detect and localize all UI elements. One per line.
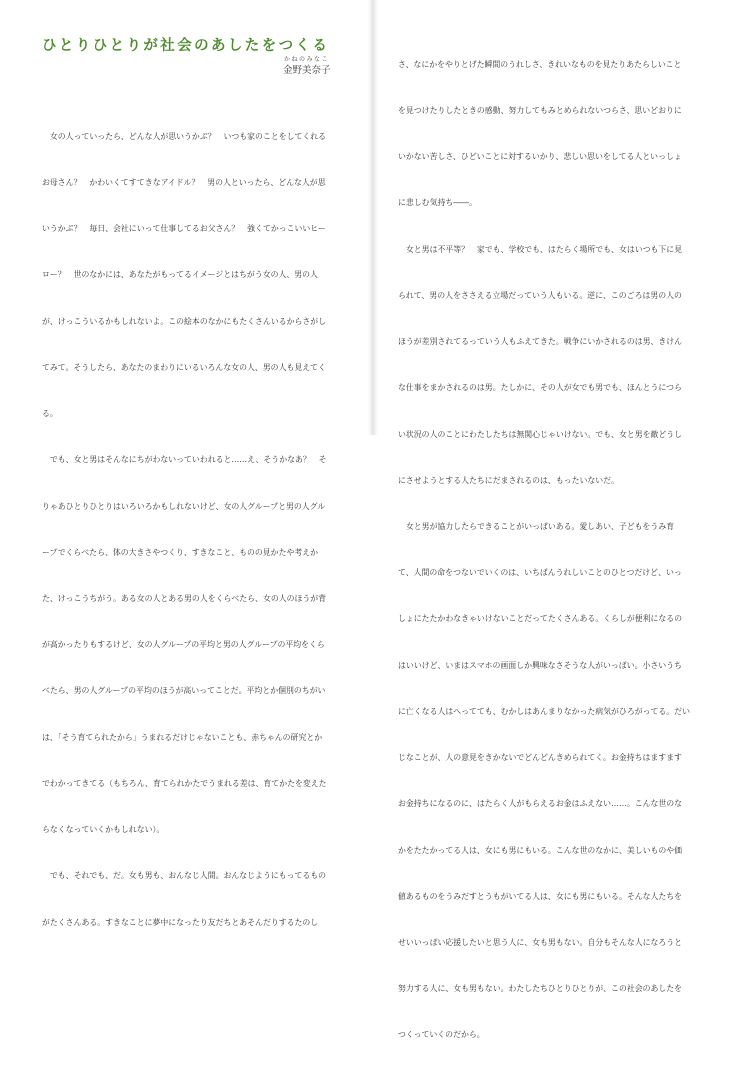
text-line: いかない苦しさ、ひどいことに対するいかり、悲しい思いをしてる人といっしょ	[398, 152, 682, 162]
text-line: ほうが差別されてるっていう人もふえてきた。戦争にいかされるのは男、きけん	[398, 337, 683, 347]
text-line: な仕事をまかされるのは男。たしかに、その人が女でも男でも、ほんとうにつら	[398, 383, 682, 393]
text-line: た、けっこうちがう。ある女の人とある男の人をくらべたら、女の人のほうが背	[42, 594, 327, 603]
text-line: にさせようとする人たちにだまされるのは、もったいないだ。	[398, 475, 619, 485]
text-line: に亡くなる人はへってても、むかしはあんまりなかった病気がひろがってる。だい	[398, 706, 690, 716]
text-line: 女の人っていったら、どんな人が思いうかぶ？ いつも家のことをしてくれる	[42, 131, 327, 141]
text-line: 女と男が協力したらできることがいっぱいある。愛しあい、子どもをうみ育	[398, 522, 675, 531]
text-line: でも、女と男はそんなにちがわないっていわれると……え、そうかなあ？ そ	[42, 455, 327, 465]
author-reading: かねのみなこ	[284, 56, 330, 63]
text-line: はいいけど、いまはスマホの画面しか興味なさそうな人がいっぱい。小さいうち	[398, 660, 682, 670]
text-line: てみて。そうしたら、あなたのまわりにいるいろんな女の人、男の人も見えてく	[42, 362, 326, 372]
text-line: は、「そう育てられたから」うまれるだけじゃないことも、赤ちゃんの研究とか	[42, 732, 323, 742]
text-line: いうかぶ？ 毎日、会社にいって仕事してるお父さん？ 強くてかっこいいヒー	[42, 224, 326, 234]
text-line: せいいっぱい応援したいと思う人に、女も男もない。自分もそんな人になろうと	[398, 937, 683, 947]
left-page	[0, 0, 372, 927]
text-line: ープでくらべたら、体の大きさやつくり、すきなこと、ものの見かたや考えか	[42, 547, 319, 557]
text-line: でも、それでも、だ。女も男も、おんなじ人間。おんなじようにもってるもの	[42, 871, 327, 881]
text-line: かをたたかってる人は、女にも男にもいる。こんな世のなかに、美しいものや価	[398, 845, 683, 855]
text-line: つくっていくのだから。	[398, 1030, 485, 1040]
text-line: りゃあひとりひとりはいろいろかもしれないけど、女の人グループと男の人グル	[42, 501, 326, 511]
text-line: を見つけたりしたときの感動、努力してもみとめられないつらさ、思いどおりに	[398, 106, 682, 116]
text-line: が、けっこういるかもしれないよ。この絵本のなかにもたくさんいるからさがし	[42, 316, 327, 326]
text-line: じなことが、人の意見をきかないでどんどんきめられてく。お金持ちはますます	[398, 753, 682, 763]
text-line: がたくさんある。すきなことに夢中になったり友だちとあそんだりするたのし	[42, 917, 319, 927]
text-line: て、人間の命をつないでいくのは、いちばんうれしいことのひとつだけど、いっ	[398, 568, 682, 578]
text-line: 努力する人に、女も男もない。わたしたちひとりひとりが、この社会のあしたを	[398, 984, 683, 994]
text-line: い状況の人のことにわたしたちは無関心じゃいけない。でも、女と男を敵どうし	[398, 429, 683, 439]
text-line: らなくなっていくかもしれない）。	[42, 825, 165, 835]
text-line: でわかってきてる（もちろん、育てられかたでうまれる差は、育てかたを変えた	[42, 778, 327, 788]
text-line: 女と男は不平等？ 家でも、学校でも、はたらく場所でも、女はいつも下に見	[398, 244, 683, 254]
right-body-text	[398, 26, 728, 1074]
text-line: お金持ちになるのに、はたらく人がもらえるお金はふえない……。こんな世のな	[398, 799, 683, 809]
text-line: しょにたたかわなきゃいけないことだってたくさんある。くらしが便利になるの	[398, 614, 683, 624]
text-line: お母さん？ かわいくてすてきなアイドル？ 男の人といったら、どんな人が思	[42, 178, 326, 188]
text-line: さ、なにかをやりとげた瞬間のうれしさ、きれいなものを見たりあたらしいこと	[398, 59, 682, 69]
author-name: 金野美奈子	[283, 65, 331, 76]
text-line: られて、男の人をささえる立場だっていう人もいる。逆に、このごろは男の人の	[398, 290, 682, 300]
left-body-text	[42, 98, 348, 961]
text-line: べたら、男の人グループの平均のほうが高いってことだ。平均とか個別のちがい	[42, 686, 326, 696]
article-title: ひとりひとりが社会のあしたをつくる	[42, 38, 330, 54]
text-line: ロー？ 世のなかには、あなたがもってるイメージとはちがう女の人、男の人	[42, 270, 318, 280]
right-page	[372, 0, 749, 1040]
text-line: に悲しむ気持ち――。	[398, 198, 477, 208]
text-line: る。	[42, 409, 58, 419]
text-line: 値あるものをうみだすとうもがいてる人は、女にも男にもいる。そんな人たちを	[398, 891, 683, 901]
text-line: が高かったりもするけど、女の人グループの平均と男の人グループの平均をくら	[42, 640, 325, 650]
